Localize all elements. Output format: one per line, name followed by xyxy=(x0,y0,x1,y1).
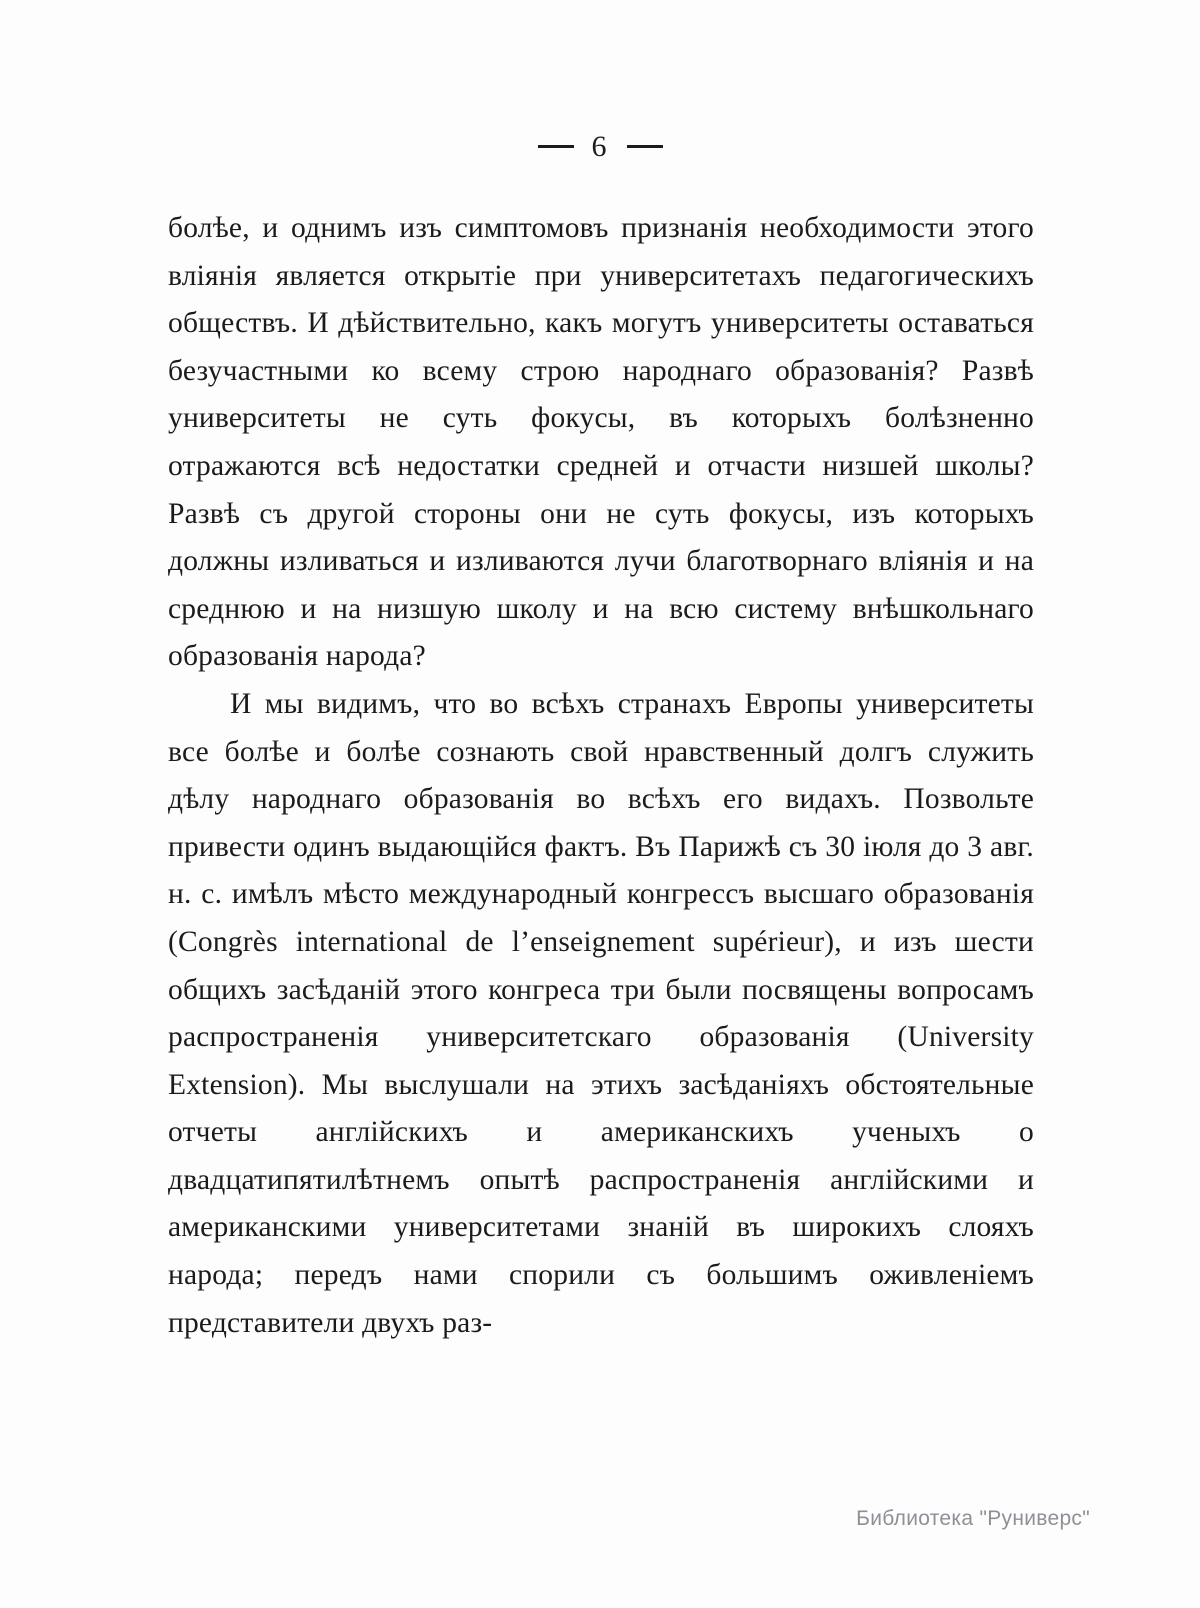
header-rule-right xyxy=(627,145,663,148)
library-watermark: Библиотека "Руниверс" xyxy=(856,1507,1090,1530)
paragraph-2: И мы видимъ, что во всѣхъ странахъ Европы университеты все болѣе и болѣе сознають свой нравственный долгъ служить дѣлу народнаго образованія во всѣхъ его видахъ. Позвольте привести одинъ выдающійся фактъ. Въ Парижѣ съ 30 іюля до 3 авг. н. с. имѣлъ мѣсто международный конгрессъ высшаго образованія (Congrès international de l’enseignement supérieur), и изъ шести общихъ засѣданій этого конгреса три были посвящены вопросамъ распространенія университетскаго образованія (University Extension). Мы выслушали на этихъ засѣданіяхъ обстоятельные отчеты англійскихъ и американскихъ ученыхъ о двадцатипятилѣтнемъ опытѣ распространенія англійскими и американскими университетами знаній въ широкихъ слояхъ народа; передъ нами спорили съ большимъ оживленіемъ представители двухъ раз- xyxy=(168,687,1034,1339)
page-header xyxy=(0,126,1200,164)
page-body-text xyxy=(168,205,1034,1347)
page-number: 6 xyxy=(591,129,609,163)
paragraph-1: болѣе, и однимъ изъ симптомовъ признанія необходимости этого вліянія является открытіе при университетахъ педагогическихъ обществъ. И дѣйствительно, какъ могутъ университеты оставаться безучастными ко всему строю народнаго образованія? Развѣ университеты не суть фокусы, въ которыхъ болѣзненно отражаются всѣ недостатки средней и отчасти низшей школы? Развѣ съ другой стороны они не суть фокусы, изъ которыхъ должны изливаться и изливаются лучи благотворнаго вліянія и на среднюю и на низшую школу и на всю систему внѣшкольнаго образованія народа? xyxy=(168,212,1034,673)
header-rule-left xyxy=(538,145,574,148)
